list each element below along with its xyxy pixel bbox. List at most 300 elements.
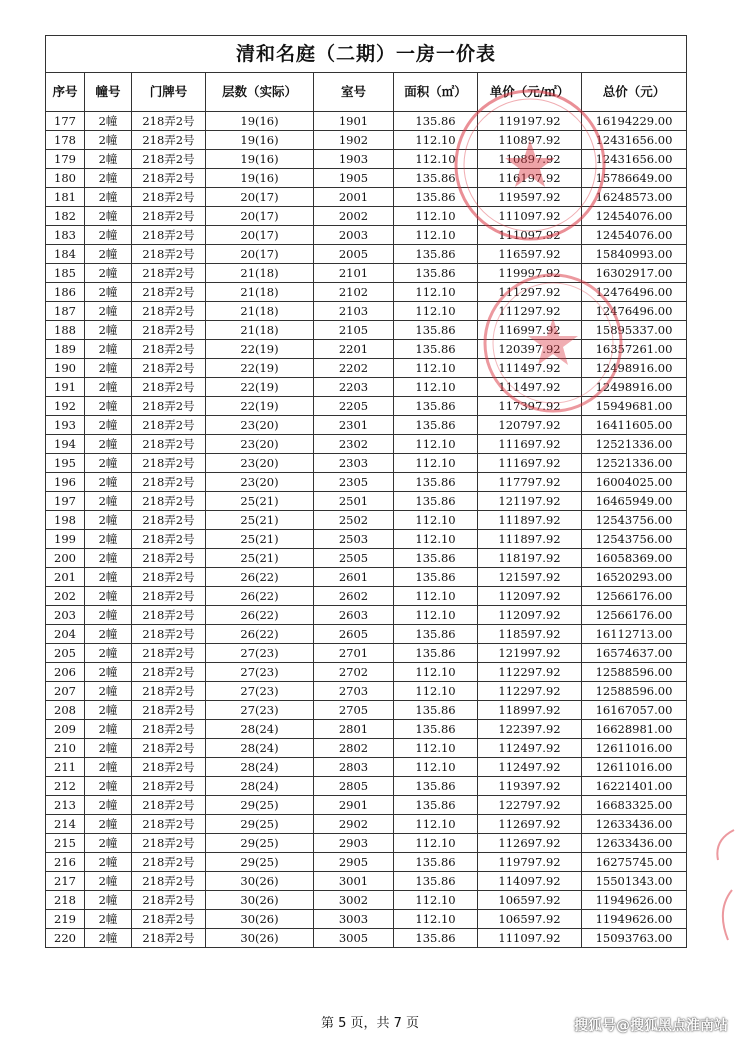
table-cell: 26(22) bbox=[206, 606, 314, 625]
table-cell: 2603 bbox=[314, 606, 394, 625]
table-cell: 218弄2号 bbox=[132, 568, 206, 587]
table-cell: 112.10 bbox=[394, 226, 478, 245]
table-cell: 218弄2号 bbox=[132, 264, 206, 283]
table-row bbox=[46, 587, 687, 606]
table-row bbox=[46, 910, 687, 929]
table-cell: 111897.92 bbox=[478, 511, 582, 530]
table-cell: 30(26) bbox=[206, 891, 314, 910]
table-cell: 12588596.00 bbox=[582, 682, 687, 701]
table-row bbox=[46, 777, 687, 796]
table-cell: 29(25) bbox=[206, 815, 314, 834]
table-cell: 3002 bbox=[314, 891, 394, 910]
table-row bbox=[46, 207, 687, 226]
table-row bbox=[46, 283, 687, 302]
table-cell: 2幢 bbox=[85, 644, 132, 663]
table-row bbox=[46, 682, 687, 701]
table-cell: 186 bbox=[46, 283, 85, 302]
table-row bbox=[46, 929, 687, 948]
table-cell: 111297.92 bbox=[478, 302, 582, 321]
table-cell: 112.10 bbox=[394, 378, 478, 397]
table-cell: 12543756.00 bbox=[582, 530, 687, 549]
table-cell: 2幢 bbox=[85, 435, 132, 454]
table-cell: 135.86 bbox=[394, 112, 478, 131]
table-cell: 2505 bbox=[314, 549, 394, 568]
table-cell: 22(19) bbox=[206, 397, 314, 416]
column-header: 总价（元） bbox=[582, 73, 687, 112]
table-cell: 2幢 bbox=[85, 359, 132, 378]
table-cell: 206 bbox=[46, 663, 85, 682]
table-cell: 2102 bbox=[314, 283, 394, 302]
table-cell: 118997.92 bbox=[478, 701, 582, 720]
table-cell: 135.86 bbox=[394, 644, 478, 663]
table-cell: 135.86 bbox=[394, 929, 478, 948]
table-cell: 2302 bbox=[314, 435, 394, 454]
table-cell: 28(24) bbox=[206, 720, 314, 739]
table-cell: 202 bbox=[46, 587, 85, 606]
table-cell: 218弄2号 bbox=[132, 321, 206, 340]
table-row bbox=[46, 435, 687, 454]
table-cell: 27(23) bbox=[206, 663, 314, 682]
table-cell: 112.10 bbox=[394, 511, 478, 530]
table-cell: 19(16) bbox=[206, 150, 314, 169]
table-cell: 112.10 bbox=[394, 758, 478, 777]
table-cell: 218弄2号 bbox=[132, 606, 206, 625]
table-cell: 20(17) bbox=[206, 245, 314, 264]
table-cell: 16004025.00 bbox=[582, 473, 687, 492]
table-cell: 116997.92 bbox=[478, 321, 582, 340]
table-cell: 23(20) bbox=[206, 435, 314, 454]
table-cell: 205 bbox=[46, 644, 85, 663]
table-cell: 179 bbox=[46, 150, 85, 169]
table-cell: 29(25) bbox=[206, 796, 314, 815]
column-header: 单价（元/㎡） bbox=[478, 73, 582, 112]
table-cell: 194 bbox=[46, 435, 85, 454]
table-cell: 114097.92 bbox=[478, 872, 582, 891]
table-cell: 2幢 bbox=[85, 473, 132, 492]
table-cell: 2803 bbox=[314, 758, 394, 777]
table-cell: 218弄2号 bbox=[132, 796, 206, 815]
table-cell: 218弄2号 bbox=[132, 283, 206, 302]
table-cell: 120797.92 bbox=[478, 416, 582, 435]
table-cell: 12476496.00 bbox=[582, 302, 687, 321]
table-cell: 111497.92 bbox=[478, 378, 582, 397]
table-cell: 12543756.00 bbox=[582, 511, 687, 530]
table-cell: 214 bbox=[46, 815, 85, 834]
table-cell: 106597.92 bbox=[478, 910, 582, 929]
table-cell: 215 bbox=[46, 834, 85, 853]
column-header: 室号 bbox=[314, 73, 394, 112]
table-cell: 26(22) bbox=[206, 587, 314, 606]
table-cell: 112.10 bbox=[394, 739, 478, 758]
table-cell: 11949626.00 bbox=[582, 891, 687, 910]
table-cell: 2005 bbox=[314, 245, 394, 264]
table-cell: 16302917.00 bbox=[582, 264, 687, 283]
table-cell: 218弄2号 bbox=[132, 758, 206, 777]
table-cell: 183 bbox=[46, 226, 85, 245]
partial-seal-edge bbox=[706, 820, 736, 960]
table-cell: 135.86 bbox=[394, 777, 478, 796]
table-cell: 218弄2号 bbox=[132, 416, 206, 435]
table-cell: 2605 bbox=[314, 625, 394, 644]
table-cell: 112097.92 bbox=[478, 606, 582, 625]
table-cell: 218弄2号 bbox=[132, 853, 206, 872]
table-cell: 218弄2号 bbox=[132, 207, 206, 226]
table-cell: 1901 bbox=[314, 112, 394, 131]
column-header: 面积（㎡） bbox=[394, 73, 478, 112]
table-cell: 2幢 bbox=[85, 150, 132, 169]
table-cell: 121197.92 bbox=[478, 492, 582, 511]
table-row bbox=[46, 416, 687, 435]
table-cell: 218弄2号 bbox=[132, 739, 206, 758]
table-cell: 218弄2号 bbox=[132, 473, 206, 492]
table-cell: 22(19) bbox=[206, 359, 314, 378]
table-row bbox=[46, 720, 687, 739]
table-cell: 135.86 bbox=[394, 245, 478, 264]
table-cell: 106597.92 bbox=[478, 891, 582, 910]
table-cell: 2幢 bbox=[85, 872, 132, 891]
table-cell: 217 bbox=[46, 872, 85, 891]
table-cell: 219 bbox=[46, 910, 85, 929]
table-cell: 22(19) bbox=[206, 340, 314, 359]
table-cell: 2幢 bbox=[85, 378, 132, 397]
table-cell: 3001 bbox=[314, 872, 394, 891]
table-cell: 218弄2号 bbox=[132, 340, 206, 359]
table-cell: 112497.92 bbox=[478, 739, 582, 758]
table-cell: 218弄2号 bbox=[132, 492, 206, 511]
table-cell: 218弄2号 bbox=[132, 720, 206, 739]
table-cell: 21(18) bbox=[206, 264, 314, 283]
table-cell: 119797.92 bbox=[478, 853, 582, 872]
table-cell: 135.86 bbox=[394, 549, 478, 568]
table-cell: 210 bbox=[46, 739, 85, 758]
table-cell: 15895337.00 bbox=[582, 321, 687, 340]
table-cell: 1905 bbox=[314, 169, 394, 188]
table-cell: 2幢 bbox=[85, 264, 132, 283]
table-cell: 191 bbox=[46, 378, 85, 397]
table-cell: 25(21) bbox=[206, 530, 314, 549]
table-cell: 2501 bbox=[314, 492, 394, 511]
table-cell: 2305 bbox=[314, 473, 394, 492]
table-cell: 21(18) bbox=[206, 283, 314, 302]
table-cell: 198 bbox=[46, 511, 85, 530]
table-cell: 15949681.00 bbox=[582, 397, 687, 416]
table-body bbox=[46, 112, 687, 948]
table-row bbox=[46, 606, 687, 625]
table-cell: 2705 bbox=[314, 701, 394, 720]
table-cell: 2幢 bbox=[85, 910, 132, 929]
table-cell: 135.86 bbox=[394, 625, 478, 644]
table-cell: 216 bbox=[46, 853, 85, 872]
column-header: 门牌号 bbox=[132, 73, 206, 112]
table-cell: 2幢 bbox=[85, 340, 132, 359]
table-row bbox=[46, 530, 687, 549]
table-cell: 112.10 bbox=[394, 131, 478, 150]
table-row bbox=[46, 549, 687, 568]
table-cell: 12566176.00 bbox=[582, 587, 687, 606]
column-header: 序号 bbox=[46, 73, 85, 112]
table-cell: 177 bbox=[46, 112, 85, 131]
table-cell: 201 bbox=[46, 568, 85, 587]
table-row bbox=[46, 340, 687, 359]
table-cell: 23(20) bbox=[206, 416, 314, 435]
table-cell: 2202 bbox=[314, 359, 394, 378]
table-cell: 118197.92 bbox=[478, 549, 582, 568]
table-cell: 2801 bbox=[314, 720, 394, 739]
table-cell: 208 bbox=[46, 701, 85, 720]
table-cell: 2幢 bbox=[85, 853, 132, 872]
table-cell: 135.86 bbox=[394, 416, 478, 435]
table-row bbox=[46, 872, 687, 891]
table-cell: 2幢 bbox=[85, 606, 132, 625]
table-cell: 29(25) bbox=[206, 853, 314, 872]
table-cell: 2幢 bbox=[85, 720, 132, 739]
table-cell: 30(26) bbox=[206, 872, 314, 891]
table-cell: 2901 bbox=[314, 796, 394, 815]
table-cell: 2702 bbox=[314, 663, 394, 682]
table-cell: 25(21) bbox=[206, 511, 314, 530]
table-cell: 2001 bbox=[314, 188, 394, 207]
table-cell: 2幢 bbox=[85, 397, 132, 416]
table-cell: 121997.92 bbox=[478, 644, 582, 663]
table-cell: 218弄2号 bbox=[132, 226, 206, 245]
table-cell: 218弄2号 bbox=[132, 891, 206, 910]
table-cell: 122397.92 bbox=[478, 720, 582, 739]
table-cell: 16112713.00 bbox=[582, 625, 687, 644]
table-cell: 207 bbox=[46, 682, 85, 701]
table-cell: 218弄2号 bbox=[132, 777, 206, 796]
table-cell: 2幢 bbox=[85, 454, 132, 473]
table-cell: 122797.92 bbox=[478, 796, 582, 815]
table-cell: 20(17) bbox=[206, 188, 314, 207]
table-cell: 188 bbox=[46, 321, 85, 340]
table-cell: 135.86 bbox=[394, 188, 478, 207]
table-cell: 12431656.00 bbox=[582, 150, 687, 169]
table-cell: 12498916.00 bbox=[582, 359, 687, 378]
table-cell: 189 bbox=[46, 340, 85, 359]
table-cell: 135.86 bbox=[394, 720, 478, 739]
table-cell: 2503 bbox=[314, 530, 394, 549]
table-cell: 218弄2号 bbox=[132, 929, 206, 948]
table-cell: 2幢 bbox=[85, 169, 132, 188]
table-row bbox=[46, 454, 687, 473]
table-cell: 196 bbox=[46, 473, 85, 492]
table-cell: 117397.92 bbox=[478, 397, 582, 416]
table-cell: 20(17) bbox=[206, 207, 314, 226]
table-cell: 12454076.00 bbox=[582, 226, 687, 245]
table-cell: 112097.92 bbox=[478, 587, 582, 606]
table-cell: 27(23) bbox=[206, 644, 314, 663]
table-cell: 3003 bbox=[314, 910, 394, 929]
table-cell: 16167057.00 bbox=[582, 701, 687, 720]
table-row bbox=[46, 644, 687, 663]
table-row bbox=[46, 321, 687, 340]
table-cell: 112.10 bbox=[394, 834, 478, 853]
table-cell: 2701 bbox=[314, 644, 394, 663]
table-cell: 218弄2号 bbox=[132, 397, 206, 416]
table-row bbox=[46, 397, 687, 416]
table-cell: 218弄2号 bbox=[132, 511, 206, 530]
table-cell: 2303 bbox=[314, 454, 394, 473]
table-cell: 111897.92 bbox=[478, 530, 582, 549]
table-cell: 218弄2号 bbox=[132, 359, 206, 378]
table-cell: 21(18) bbox=[206, 302, 314, 321]
table-header-row bbox=[46, 73, 687, 112]
table-cell: 135.86 bbox=[394, 397, 478, 416]
table-cell: 2幢 bbox=[85, 701, 132, 720]
table-row bbox=[46, 473, 687, 492]
table-cell: 112.10 bbox=[394, 815, 478, 834]
table-cell: 218弄2号 bbox=[132, 150, 206, 169]
table-cell: 2905 bbox=[314, 853, 394, 872]
table-cell: 112.10 bbox=[394, 606, 478, 625]
table-row bbox=[46, 834, 687, 853]
table-row bbox=[46, 492, 687, 511]
price-list-document bbox=[45, 35, 686, 948]
table-cell: 16628981.00 bbox=[582, 720, 687, 739]
table-cell: 112697.92 bbox=[478, 834, 582, 853]
table-cell: 16058369.00 bbox=[582, 549, 687, 568]
table-cell: 2903 bbox=[314, 834, 394, 853]
table-cell: 12588596.00 bbox=[582, 663, 687, 682]
table-cell: 1903 bbox=[314, 150, 394, 169]
table-cell: 2003 bbox=[314, 226, 394, 245]
table-row bbox=[46, 188, 687, 207]
table-cell: 135.86 bbox=[394, 321, 478, 340]
table-cell: 12521336.00 bbox=[582, 435, 687, 454]
table-cell: 2201 bbox=[314, 340, 394, 359]
table-row bbox=[46, 511, 687, 530]
table-cell: 112.10 bbox=[394, 891, 478, 910]
table-cell: 112297.92 bbox=[478, 663, 582, 682]
table-cell: 2幢 bbox=[85, 416, 132, 435]
table-row bbox=[46, 815, 687, 834]
table-cell: 111697.92 bbox=[478, 454, 582, 473]
table-cell: 218弄2号 bbox=[132, 169, 206, 188]
table-cell: 135.86 bbox=[394, 796, 478, 815]
table-cell: 212 bbox=[46, 777, 85, 796]
table-cell: 218弄2号 bbox=[132, 834, 206, 853]
table-cell: 120397.92 bbox=[478, 340, 582, 359]
table-cell: 218弄2号 bbox=[132, 188, 206, 207]
table-cell: 111097.92 bbox=[478, 207, 582, 226]
table-cell: 21(18) bbox=[206, 321, 314, 340]
table-cell: 112.10 bbox=[394, 207, 478, 226]
table-cell: 135.86 bbox=[394, 264, 478, 283]
table-cell: 2幢 bbox=[85, 682, 132, 701]
table-cell: 27(23) bbox=[206, 682, 314, 701]
table-cell: 19(16) bbox=[206, 112, 314, 131]
table-cell: 112.10 bbox=[394, 454, 478, 473]
table-cell: 209 bbox=[46, 720, 85, 739]
table-cell: 16411605.00 bbox=[582, 416, 687, 435]
table-cell: 112.10 bbox=[394, 359, 478, 378]
table-cell: 111097.92 bbox=[478, 226, 582, 245]
table-cell: 200 bbox=[46, 549, 85, 568]
table-cell: 187 bbox=[46, 302, 85, 321]
table-cell: 2幢 bbox=[85, 188, 132, 207]
table-cell: 121597.92 bbox=[478, 568, 582, 587]
price-table bbox=[45, 35, 687, 948]
table-cell: 218弄2号 bbox=[132, 701, 206, 720]
table-row bbox=[46, 891, 687, 910]
table-cell: 195 bbox=[46, 454, 85, 473]
watermark-text: 搜狐号@搜狐黑点淮南站 bbox=[574, 1018, 728, 1034]
table-row bbox=[46, 302, 687, 321]
table-cell: 112.10 bbox=[394, 302, 478, 321]
table-cell: 117797.92 bbox=[478, 473, 582, 492]
table-cell: 12566176.00 bbox=[582, 606, 687, 625]
column-header: 层数（实际） bbox=[206, 73, 314, 112]
table-cell: 2902 bbox=[314, 815, 394, 834]
table-cell: 26(22) bbox=[206, 568, 314, 587]
table-cell: 135.86 bbox=[394, 169, 478, 188]
table-cell: 135.86 bbox=[394, 568, 478, 587]
table-row bbox=[46, 264, 687, 283]
table-row bbox=[46, 663, 687, 682]
table-cell: 28(24) bbox=[206, 758, 314, 777]
table-cell: 16683325.00 bbox=[582, 796, 687, 815]
table-cell: 2101 bbox=[314, 264, 394, 283]
table-cell: 2703 bbox=[314, 682, 394, 701]
table-cell: 12521336.00 bbox=[582, 454, 687, 473]
table-cell: 20(17) bbox=[206, 226, 314, 245]
table-row bbox=[46, 758, 687, 777]
table-cell: 26(22) bbox=[206, 625, 314, 644]
table-cell: 218弄2号 bbox=[132, 245, 206, 264]
table-cell: 2幢 bbox=[85, 929, 132, 948]
table-cell: 193 bbox=[46, 416, 85, 435]
table-row bbox=[46, 568, 687, 587]
table-cell: 16574637.00 bbox=[582, 644, 687, 663]
table-cell: 2幢 bbox=[85, 549, 132, 568]
table-cell: 185 bbox=[46, 264, 85, 283]
table-cell: 2幢 bbox=[85, 245, 132, 264]
table-cell: 178 bbox=[46, 131, 85, 150]
table-cell: 25(21) bbox=[206, 549, 314, 568]
table-cell: 2幢 bbox=[85, 587, 132, 606]
table-cell: 135.86 bbox=[394, 853, 478, 872]
table-row bbox=[46, 359, 687, 378]
table-cell: 28(24) bbox=[206, 739, 314, 758]
table-cell: 218弄2号 bbox=[132, 435, 206, 454]
table-cell: 213 bbox=[46, 796, 85, 815]
table-cell: 218弄2号 bbox=[132, 644, 206, 663]
table-cell: 2幢 bbox=[85, 226, 132, 245]
table-cell: 218弄2号 bbox=[132, 131, 206, 150]
table-cell: 2幢 bbox=[85, 530, 132, 549]
table-row bbox=[46, 739, 687, 758]
table-cell: 2幢 bbox=[85, 112, 132, 131]
table-cell: 15840993.00 bbox=[582, 245, 687, 264]
table-cell: 29(25) bbox=[206, 834, 314, 853]
table-cell: 112.10 bbox=[394, 682, 478, 701]
table-row bbox=[46, 378, 687, 397]
table-cell: 111297.92 bbox=[478, 283, 582, 302]
table-cell: 2602 bbox=[314, 587, 394, 606]
table-cell: 2502 bbox=[314, 511, 394, 530]
table-cell: 2幢 bbox=[85, 492, 132, 511]
table-cell: 19(16) bbox=[206, 169, 314, 188]
table-cell: 16357261.00 bbox=[582, 340, 687, 359]
table-cell: 2幢 bbox=[85, 511, 132, 530]
table-cell: 119397.92 bbox=[478, 777, 582, 796]
table-cell: 16221401.00 bbox=[582, 777, 687, 796]
table-cell: 22(19) bbox=[206, 378, 314, 397]
table-row bbox=[46, 150, 687, 169]
table-cell: 1902 bbox=[314, 131, 394, 150]
table-cell: 3005 bbox=[314, 929, 394, 948]
table-cell: 23(20) bbox=[206, 473, 314, 492]
